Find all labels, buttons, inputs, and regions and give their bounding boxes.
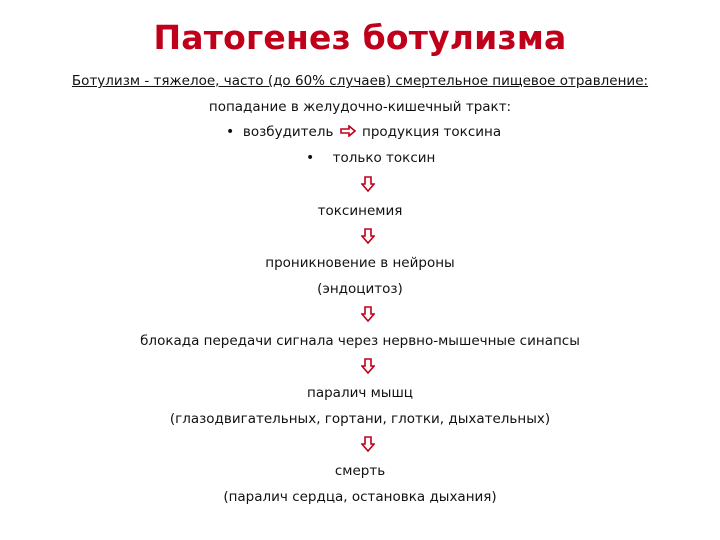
- step-muscle-paralysis: паралич мышц: [307, 385, 413, 401]
- down-arrow-icon: [361, 358, 375, 374]
- intro-text: Ботулизм - тяжелое, часто (до 60% случаев) смертельное пищевое отравление:: [71, 73, 649, 89]
- bullet-item-pathogen: [12, 123, 720, 141]
- down-arrow-icon: [361, 228, 375, 244]
- down-arrow-icon: [361, 176, 375, 192]
- step-death: смерть: [334, 463, 386, 479]
- step-neuron-penetration: проникновение в нейроны: [265, 255, 455, 271]
- bullet-part-pathogen: возбудитель: [242, 124, 334, 140]
- down-arrow-icon: [361, 436, 375, 452]
- bullet-marker: •: [226, 124, 235, 140]
- bullet-part-toxin-production: продукция токсина: [362, 124, 502, 140]
- entry-text: попадание в желудочно-кишечный тракт:: [208, 99, 512, 115]
- step-neuron-penetration-note: (эндоцитоз): [317, 281, 403, 297]
- step-synapse-blockade: блокада передачи сигнала через нервно-мышечные синапсы: [140, 333, 580, 349]
- bullet-marker: •: [306, 150, 315, 166]
- down-arrow-icon: [361, 306, 375, 322]
- step-toxinemia: токсинемия: [317, 203, 403, 219]
- bullet-item-toxin-only: только токсин: [332, 150, 436, 166]
- page-title: Патогенез ботулизма: [153, 18, 567, 57]
- right-arrow-icon: [340, 125, 356, 137]
- step-death-note: (паралич сердца, остановка дыхания): [223, 489, 497, 505]
- step-muscle-paralysis-note: (глазодвигательных, гортани, глотки, дыхательных): [169, 411, 551, 427]
